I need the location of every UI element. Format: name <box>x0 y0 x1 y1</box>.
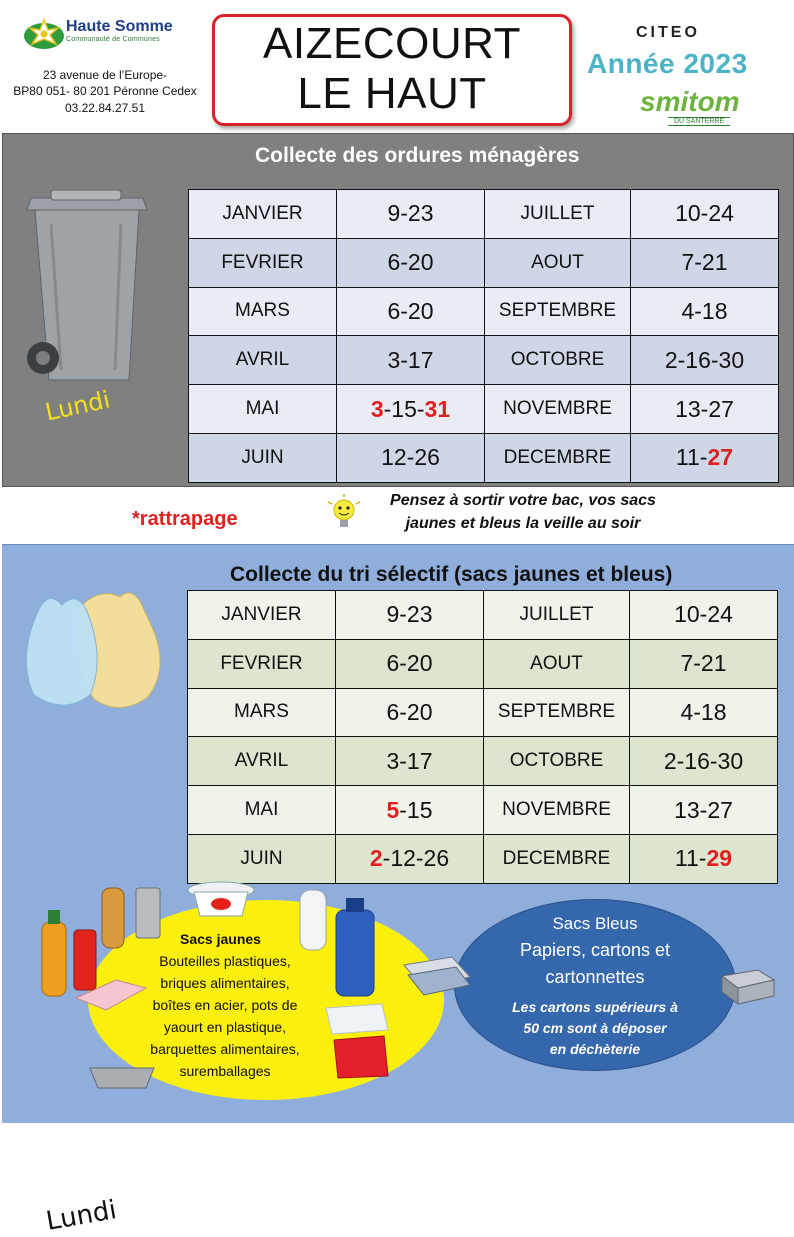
tri-row <box>188 688 778 737</box>
yogurt-pot-icon <box>186 880 256 920</box>
month-cell: FEVRIER <box>189 238 337 287</box>
sacs-jaunes-line-3: boîtes en acier, pots de <box>152 997 298 1013</box>
ordures-row <box>189 385 779 434</box>
citeo-logo: CITEO <box>636 24 700 41</box>
month-cell: FEVRIER <box>188 639 336 688</box>
dates-cell <box>336 737 484 786</box>
month-cell: OCTOBRE <box>484 737 630 786</box>
date-text: 12-26 <box>381 444 440 471</box>
month-cell: NOVEMBRE <box>484 786 630 835</box>
address-line-1: 23 avenue de l’Europe- <box>42 68 168 82</box>
date-text: 3-17 <box>387 346 434 373</box>
date-text: 9-23 <box>387 200 434 227</box>
month-cell: JUILLET <box>484 591 630 640</box>
rattrapage-date: 2 <box>369 845 383 872</box>
sacs-jaunes-line-1: Bouteilles plastiques, <box>159 953 291 969</box>
date-text: 4-18 <box>680 698 727 725</box>
dates-cell <box>336 591 484 640</box>
ordures-day-label: Lundi <box>42 385 113 427</box>
ordures-row <box>189 433 779 482</box>
recycling-bags-icon <box>20 587 170 717</box>
tri-calendar-table <box>187 590 778 884</box>
metal-tray-icon <box>86 1062 158 1092</box>
rattrapage-date: 3 <box>370 395 384 422</box>
ordures-row <box>189 190 779 239</box>
date-text: -15- <box>383 395 425 422</box>
month-cell: JANVIER <box>188 591 336 640</box>
date-text: 4-18 <box>681 297 728 324</box>
date-text: 6-20 <box>386 698 433 725</box>
dates-cell <box>337 238 485 287</box>
date-text: 6-20 <box>387 249 434 276</box>
dates-cell <box>630 639 778 688</box>
date-text: -12-26 <box>382 845 450 872</box>
tri-row <box>188 786 778 835</box>
wheelie-bin-icon <box>21 184 151 389</box>
sacs-bleus-note-2: 50 cm sont à déposer <box>523 1020 667 1036</box>
dates-cell <box>337 190 485 239</box>
commune-title-line-1: AIZECOURT <box>263 19 521 68</box>
tri-row <box>188 834 778 883</box>
date-text: 7-21 <box>681 249 728 276</box>
dates-cell <box>336 688 484 737</box>
commune-title-line-2: LE HAUT <box>297 69 487 118</box>
date-text: 3-17 <box>386 747 433 774</box>
date-text: 11- <box>675 444 708 471</box>
dates-cell <box>337 385 485 434</box>
rattrapage-date: 31 <box>424 395 451 422</box>
month-cell: OCTOBRE <box>485 336 631 385</box>
month-cell: JUIN <box>188 834 336 883</box>
dates-cell <box>336 834 484 883</box>
dates-cell <box>337 433 485 482</box>
phone-number: 03.22.84.27.51 <box>64 101 146 115</box>
smitom-logo: smitom <box>640 86 740 117</box>
tri-day-label: Lundi <box>43 1195 119 1237</box>
sacs-bleus-title: Sacs Bleus <box>552 914 638 933</box>
dates-cell <box>336 786 484 835</box>
dates-cell <box>631 433 779 482</box>
month-cell: MARS <box>189 287 337 336</box>
date-text: 9-23 <box>386 601 433 628</box>
logo-subtitle: Communauté de Communes <box>66 36 160 43</box>
date-text: 10-24 <box>674 601 733 628</box>
sacs-jaunes-line-4: yaourt en plastique, <box>163 1019 287 1035</box>
dates-cell <box>630 688 778 737</box>
month-cell: SEPTEMBRE <box>484 688 630 737</box>
month-cell: JANVIER <box>189 190 337 239</box>
address-line-2: BP80 051- 80 201 Péronne Cedex <box>13 84 197 98</box>
month-cell: AOUT <box>484 639 630 688</box>
dates-cell <box>631 190 779 239</box>
month-cell: AVRIL <box>189 336 337 385</box>
dates-cell <box>337 287 485 336</box>
rattrapage-date: 5 <box>386 796 400 823</box>
ordures-row <box>189 238 779 287</box>
smitom-subtitle: DU SANTERRE <box>668 117 730 126</box>
ordures-row <box>189 336 779 385</box>
haute-somme-logo-icon <box>22 14 66 52</box>
ordures-row <box>189 287 779 336</box>
dates-cell <box>630 591 778 640</box>
month-cell: JUIN <box>189 433 337 482</box>
dates-cell <box>631 336 779 385</box>
lightbulb-icon <box>326 494 362 536</box>
logo-title: Haute Somme <box>66 18 173 35</box>
dates-cell <box>630 737 778 786</box>
sacs-jaunes-line-6: suremballages <box>179 1063 271 1079</box>
dates-cell <box>631 385 779 434</box>
date-text: -15 <box>399 796 433 823</box>
dates-cell <box>337 336 485 385</box>
plastic-wrap-icon <box>322 1000 392 1080</box>
dates-cell <box>631 287 779 336</box>
sacs-jaunes-title: Sacs jaunes <box>180 931 261 947</box>
dates-cell <box>336 639 484 688</box>
dates-cell <box>631 238 779 287</box>
reminder-line-2: jaunes et bleus la veille au soir <box>405 515 641 532</box>
date-text: 13-27 <box>675 395 734 422</box>
tri-row <box>188 639 778 688</box>
date-text: 11- <box>674 845 707 872</box>
rattrapage-date: 29 <box>706 845 733 872</box>
month-cell: DECEMBRE <box>484 834 630 883</box>
rattrapage-date: 27 <box>707 444 734 471</box>
date-text: 2-16-30 <box>664 346 745 373</box>
month-cell: AVRIL <box>188 737 336 786</box>
month-cell: MAI <box>189 385 337 434</box>
reminder-line-1: Pensez à sortir votre bac, vos sacs <box>390 492 656 509</box>
month-cell: AOUT <box>485 238 631 287</box>
sacs-jaunes-line-2: briques alimentaires, <box>160 975 290 991</box>
tri-title: Collecte du tri sélectif (sacs jaunes et bleus) <box>230 563 673 586</box>
year-label: Année 2023 <box>587 48 748 79</box>
month-cell: MAI <box>188 786 336 835</box>
commune-title-box <box>212 14 572 126</box>
ordures-calendar-table <box>188 189 779 483</box>
ordures-title: Collecte des ordures ménagères <box>255 144 580 167</box>
date-text: 10-24 <box>675 200 734 227</box>
sacs-bleus-note-3: en déchèterie <box>549 1041 641 1057</box>
ordures-section <box>2 133 794 487</box>
tri-row <box>188 591 778 640</box>
reminder-text <box>364 489 682 535</box>
rattrapage-note: *rattrapage <box>132 508 238 530</box>
date-text: 2-16-30 <box>663 747 744 774</box>
date-text: 13-27 <box>674 796 733 823</box>
dates-cell <box>630 786 778 835</box>
date-text: 7-21 <box>680 650 727 677</box>
dates-cell <box>630 834 778 883</box>
month-cell: NOVEMBRE <box>485 385 631 434</box>
date-text: 6-20 <box>386 650 433 677</box>
month-cell: DECEMBRE <box>485 433 631 482</box>
sacs-bleus-subtitle-2: cartonnettes <box>545 967 645 987</box>
month-cell: SEPTEMBRE <box>485 287 631 336</box>
sacs-bleus-note-1: Les cartons supérieurs à <box>512 999 678 1015</box>
date-text: 6-20 <box>387 297 434 324</box>
month-cell: JUILLET <box>485 190 631 239</box>
sacs-bleus-subtitle-1: Papiers, cartons et <box>519 940 671 960</box>
sacs-jaunes-line-5: barquettes alimentaires, <box>150 1041 300 1057</box>
month-cell: MARS <box>188 688 336 737</box>
tri-row <box>188 737 778 786</box>
